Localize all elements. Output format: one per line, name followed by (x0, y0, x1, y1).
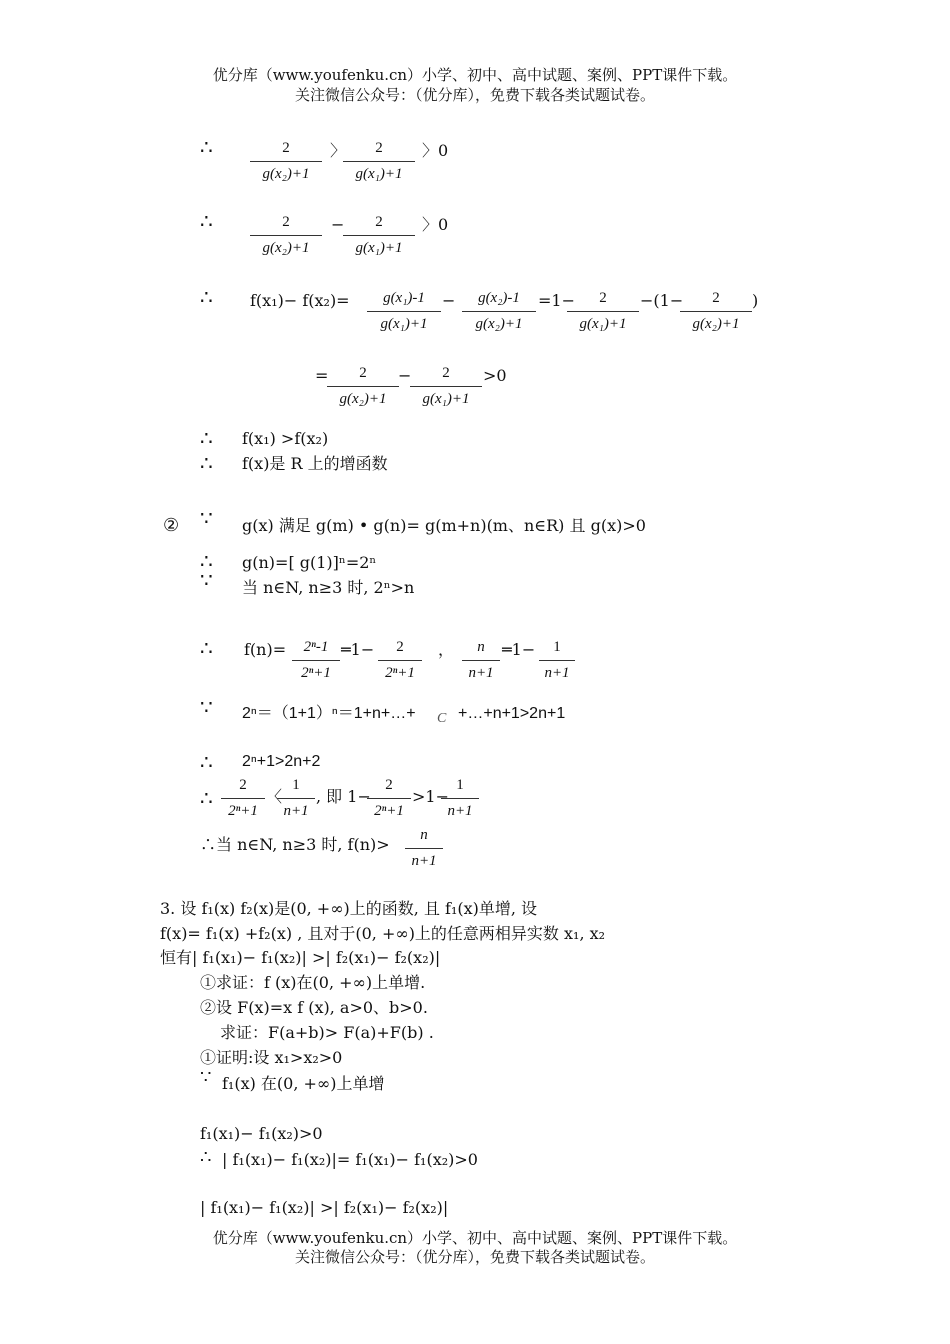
denominator: 2ⁿ+1 (385, 665, 415, 681)
circled-two: ② (163, 515, 180, 536)
footer-line-1: 优分库（www.youfenku.cn）小学、初中、高中试题、案例、PPT课件下载。 (212, 1229, 738, 1247)
denominator: g(x₁)+1 (422, 391, 470, 407)
denominator: g(x₁)+1 (579, 316, 627, 332)
denominator: n+1 (468, 665, 494, 681)
therefore-symbol: ∴ (200, 1147, 212, 1168)
fraction (343, 139, 415, 183)
numerator: 2 (239, 777, 247, 793)
therefore-symbol: ∴ (200, 426, 213, 450)
numerator: 2 (375, 140, 383, 156)
fraction (567, 289, 639, 333)
denominator: g(x₁)+1 (355, 166, 403, 182)
text-line: g(x) 满足 g(m) • g(n)= g(m+n)(m、n∈R) 且 g(x)>0 (242, 516, 646, 535)
therefore-symbol: ∴ (200, 135, 213, 159)
text-line: f(x₁) >f(x₂) (242, 429, 329, 448)
denominator: n+1 (283, 803, 309, 819)
fraction (292, 638, 340, 682)
denominator: g(x₁)+1 (380, 316, 428, 332)
numerator: 2 (359, 365, 367, 381)
paren-close: ) (752, 291, 759, 310)
numerator: 2 (442, 365, 450, 381)
fraction (277, 776, 315, 820)
fraction (441, 776, 479, 820)
fraction (410, 364, 482, 408)
numerator: 2 (282, 140, 290, 156)
gt-one-minus: >1− (412, 787, 449, 806)
fraction (680, 289, 752, 333)
solution-line-4: | f₁(x₁)− f₁(x₂)|= f₁(x₁)− f₁(x₂)>0 (222, 1150, 478, 1169)
numerator: n (420, 827, 428, 843)
paren-open: −(1− (640, 291, 684, 310)
therefore-symbol: ∴ (200, 750, 213, 774)
denominator: g(x₂)+1 (262, 240, 310, 256)
solution-line-5: | f₁(x₁)− f₁(x₂)| >| f₂(x₁)− f₂(x₂)| (200, 1198, 449, 1217)
eq-one-minus: ═1− (341, 640, 375, 659)
therefore-symbol: ∴ (200, 209, 213, 233)
fraction (343, 213, 415, 257)
eq-sign: = (315, 366, 329, 385)
text-line: 2ⁿ+1>2n+2 (242, 753, 321, 770)
header-line-1: 优分库（www.youfenku.cn）小学、初中、高中试题、案例、PPT课件下载。 (212, 66, 738, 84)
therefore-symbol: ∴ (200, 451, 213, 475)
because-symbol: ∵ (200, 695, 213, 719)
numerator: 2 (282, 214, 290, 230)
minus-sign: − (398, 366, 412, 385)
denominator: g(x₁)+1 (355, 240, 403, 256)
because-symbol: ∵ (200, 506, 213, 530)
gt-zero: 〉0 (422, 141, 449, 160)
numerator: g(x₁)-1 (383, 290, 425, 306)
fraction (250, 213, 322, 257)
because-symbol: ∵ (200, 1067, 212, 1088)
comma: ， (438, 640, 455, 659)
fraction (405, 826, 443, 870)
solution-line-3: f₁(x₁)− f₁(x₂)>0 (200, 1124, 323, 1143)
fraction (367, 776, 411, 820)
binom-coefficient (437, 711, 446, 727)
text-jiji: , 即 1− (316, 787, 371, 806)
fraction (462, 638, 500, 682)
fraction (539, 638, 575, 682)
problem3-line-3: 恒有| f₁(x₁)− f₁(x₂)| >| f₂(x₁)− f₂(x₂)| (160, 948, 441, 967)
text-line: +…+n+1>2n+1 (458, 705, 566, 722)
numerator: 1 (292, 777, 300, 793)
numerator: 2ⁿ-1 (303, 639, 329, 655)
text-line: f(x)是 R 上的增函数 (242, 454, 388, 473)
denominator: g(x₂)+1 (475, 316, 523, 332)
conclusion-text: ∴当 n∈N, n≥3 时, f(n)> (200, 835, 390, 854)
question-2: ②设 F(x)=x f (x), a>0、b>0. (200, 998, 428, 1017)
denominator: n+1 (447, 803, 473, 819)
fdiff-prefix: f(x₁)− f(x₂)= (250, 291, 350, 310)
numerator: 2 (385, 777, 393, 793)
gt-zero: >0 (483, 366, 507, 385)
because-symbol: ∵ (200, 568, 213, 592)
denominator: g(x₂)+1 (692, 316, 740, 332)
denominator: g(x₂)+1 (339, 391, 387, 407)
therefore-symbol: ∴ (200, 549, 213, 573)
denominator: 2ⁿ+1 (374, 803, 404, 819)
numerator: 1 (553, 639, 561, 655)
therefore-symbol: ∴ (200, 285, 213, 309)
solution-line-2: f₁(x) 在(0, +∞)上单增 (222, 1074, 385, 1093)
numerator: 2 (375, 214, 383, 230)
denominator: n+1 (411, 853, 437, 869)
numerator: 2 (712, 290, 720, 306)
problem3-line-1: 3. 设 f₁(x) f₂(x)是(0, +∞)上的函数, 且 f₁(x)单增, 设 (160, 899, 538, 918)
text-line: g(n)=[ g(1)]ⁿ=2ⁿ (242, 553, 377, 572)
question-2-prove: 求证：F(a+b)> F(a)+F(b) . (220, 1023, 434, 1042)
numerator: g(x₂)-1 (478, 290, 520, 306)
gt-zero: 〉0 (422, 215, 449, 234)
fraction (462, 289, 536, 333)
gt-sign: 〉 (330, 141, 347, 160)
fraction (221, 776, 265, 820)
eq-one-minus: ═1− (502, 640, 536, 659)
solution-line-1: ①证明:设 x₁>x₂>0 (200, 1048, 343, 1067)
denominator: 2ⁿ+1 (228, 803, 258, 819)
header-line-2: 关注微信公众号：（优分库），免费下载各类试题试卷。 (294, 86, 655, 104)
denominator: 2ⁿ+1 (301, 665, 331, 681)
numerator: 2 (396, 639, 404, 655)
footer-line-2: 关注微信公众号：（优分库），免费下载各类试题试卷。 (294, 1248, 655, 1266)
lt-sign: 〈 (266, 787, 283, 806)
numerator: n (477, 639, 485, 655)
question-1: ①求证：f (x)在(0, +∞)上单增. (200, 973, 426, 992)
fraction (250, 139, 322, 183)
minus-sign: − (442, 291, 456, 310)
fn-prefix: f(n)= (244, 640, 287, 659)
denominator: n+1 (544, 665, 570, 681)
fraction (367, 289, 441, 333)
therefore-symbol: ∴ (200, 636, 213, 660)
therefore-symbol: ∴ (200, 786, 213, 810)
minus-sign: − (331, 215, 345, 234)
denominator: g(x₂)+1 (262, 166, 310, 182)
problem3-line-2: f(x)= f₁(x) +f₂(x) , 且对于(0, +∞)上的任意两相异实数 x₁, x₂ (160, 924, 606, 943)
text-line: 当 n∈N, n≥3 时, 2ⁿ>n (242, 578, 415, 597)
text-line: 2ⁿ＝（1+1）ⁿ＝1+n+…+ (242, 705, 416, 722)
numerator: 1 (456, 777, 464, 793)
eq-one-minus: =1− (538, 291, 575, 310)
fraction (327, 364, 399, 408)
binom-c: C (437, 711, 447, 726)
numerator: 2 (599, 290, 607, 306)
fraction (378, 638, 422, 682)
